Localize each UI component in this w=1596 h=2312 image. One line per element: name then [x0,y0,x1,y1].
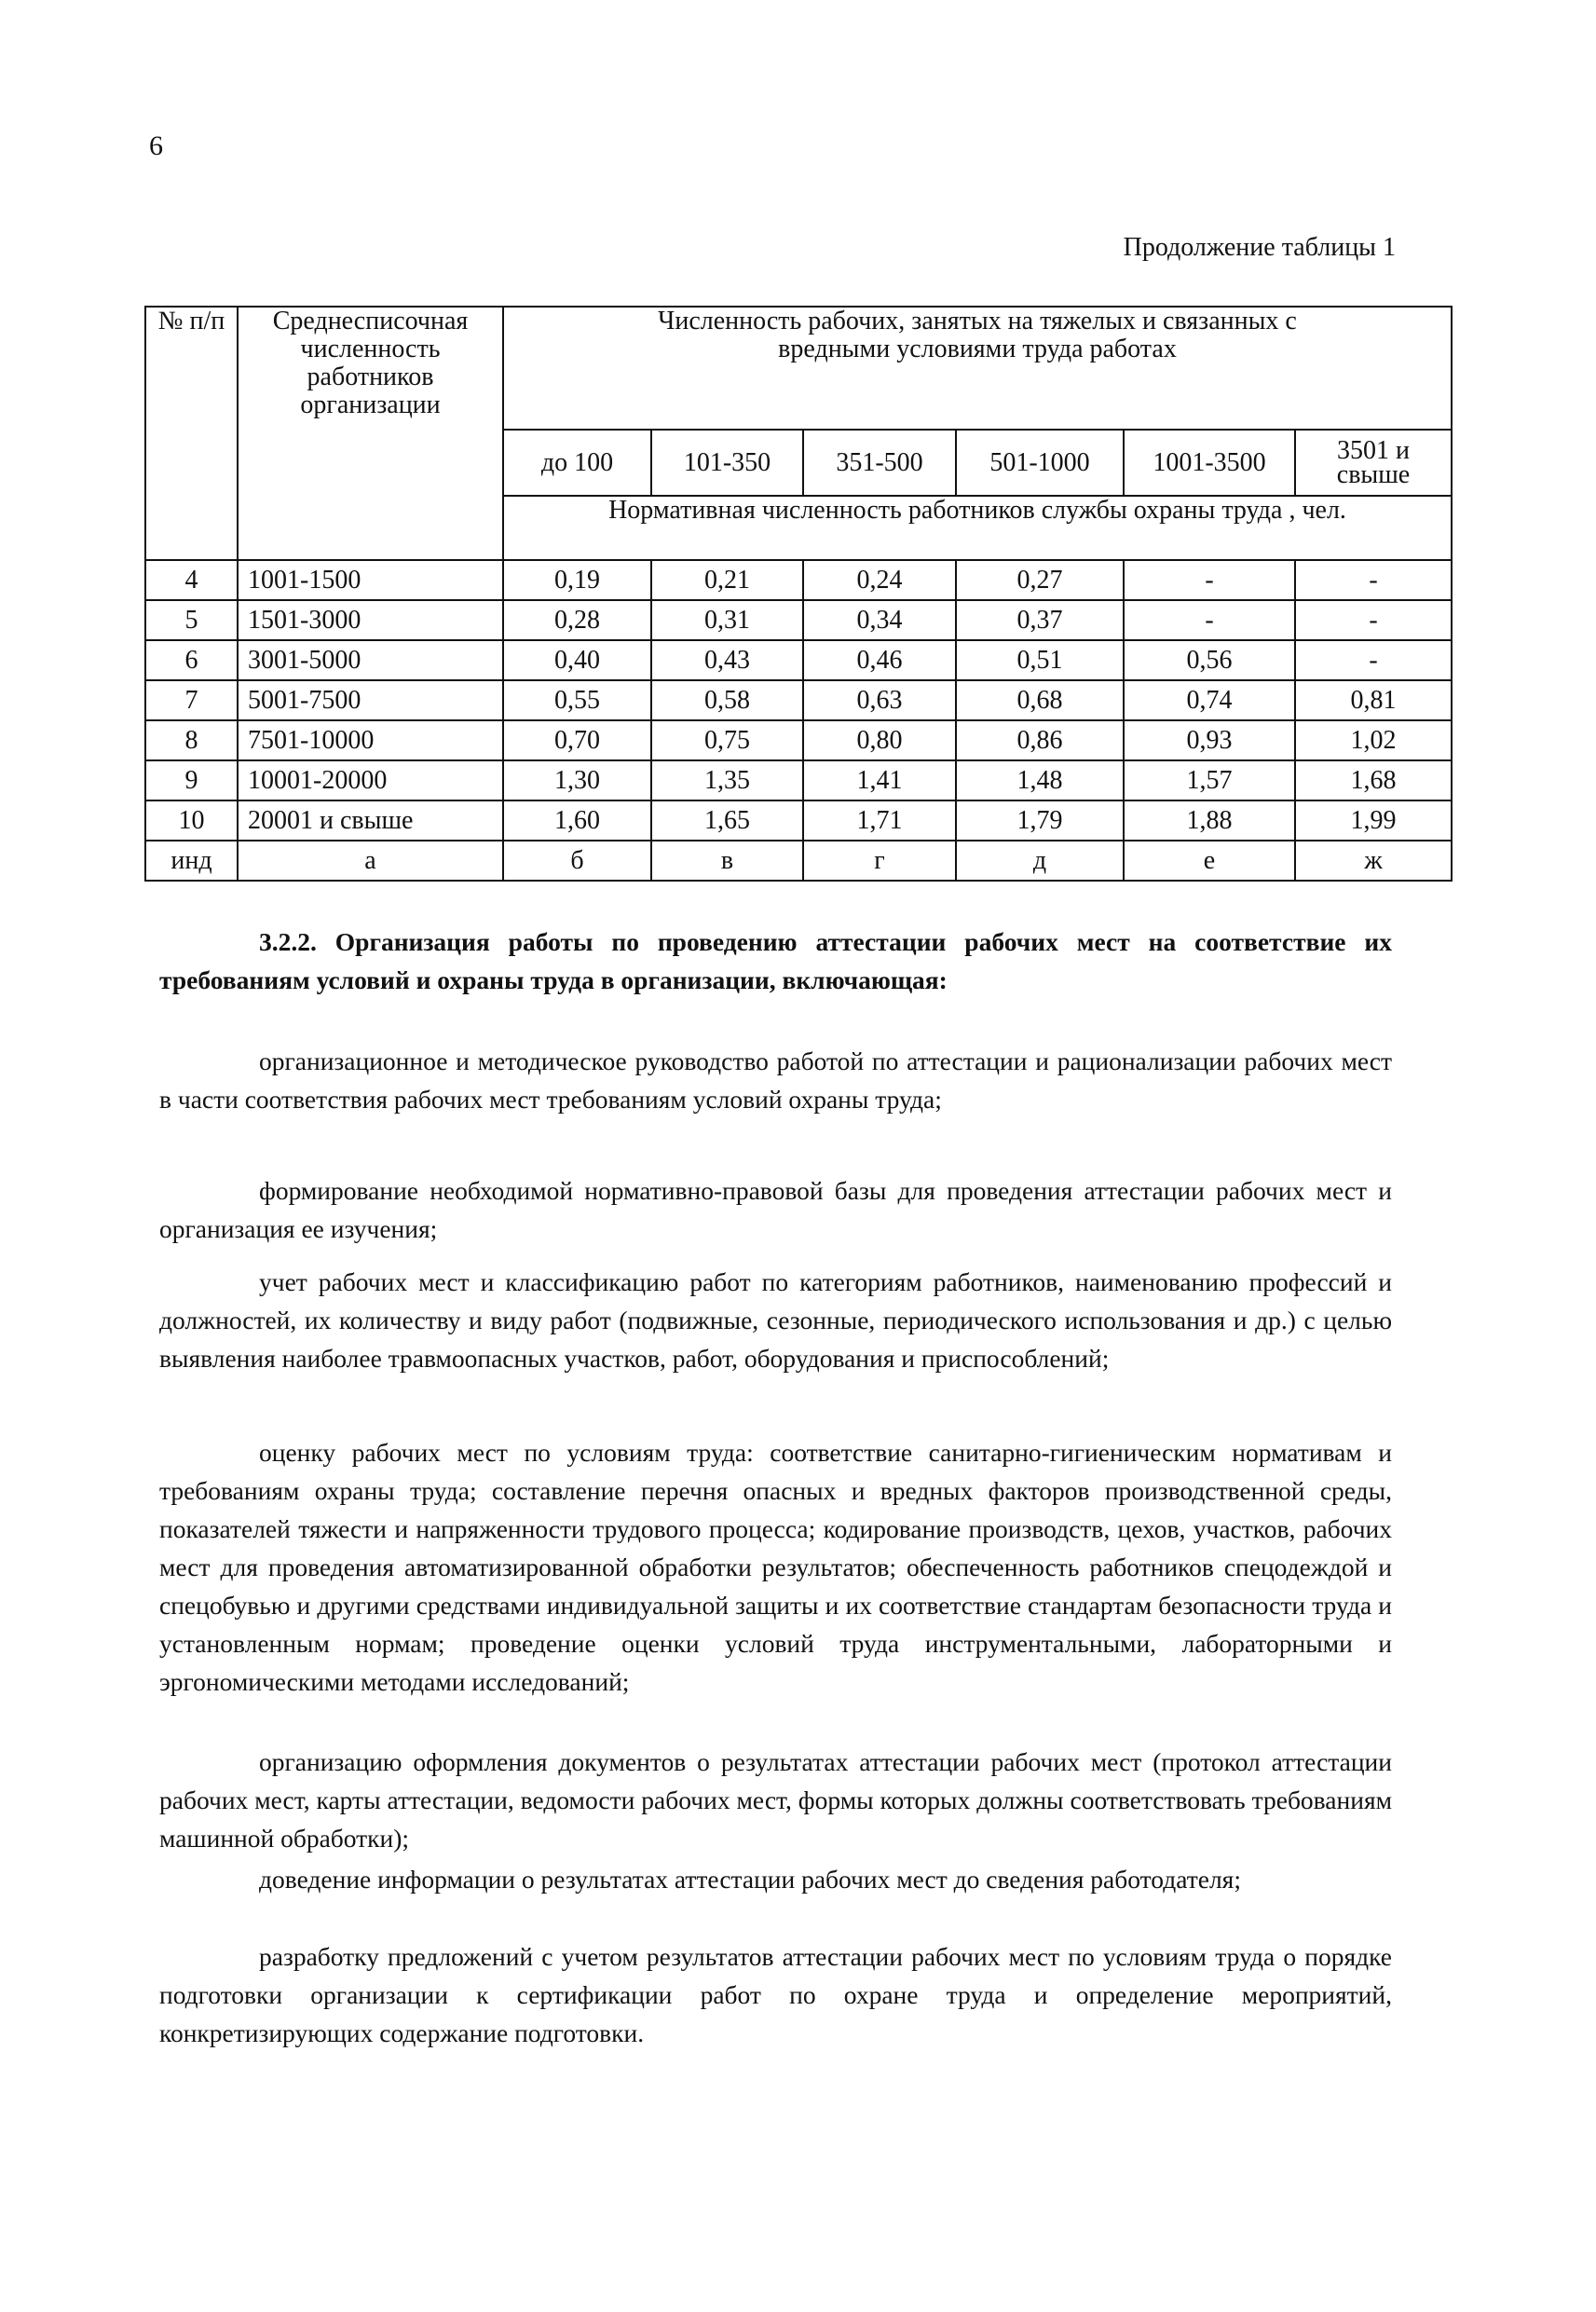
header-number: № п/п [145,307,238,560]
table-continuation-label: Продолжение таблицы 1 [1123,233,1396,262]
row-range: 5001-7500 [238,680,503,720]
row-number: 9 [145,760,238,800]
row-range: 20001 и свыше [238,800,503,841]
cell-value: 0,86 [956,720,1124,760]
index-cell: е [1124,841,1295,881]
index-cell: д [956,841,1124,881]
paragraph: организационное и методическое руководство работой по аттестации и рационализации рабочих мест в части соответствия рабочих мест требованиям условий охраны труда; [159,1047,1392,1114]
cell-value: 0,55 [503,680,651,720]
row-number: 8 [145,720,238,760]
cell-value: 1,79 [956,800,1124,841]
cell-value: 1,57 [1124,760,1295,800]
column-header: 501-1000 [956,430,1124,496]
table-row [145,720,1452,760]
cell-value: 0,56 [1124,640,1295,680]
paragraph: доведение информации о результатах аттестации рабочих мест до сведения работодателя; [259,1865,1241,1894]
cell-value: 1,71 [803,800,956,841]
page-number: 6 [149,130,163,161]
cell-value: 0,21 [651,560,803,600]
cell-value: 1,35 [651,760,803,800]
cell-value: 0,28 [503,600,651,640]
cell-value: 1,02 [1295,720,1452,760]
column-header: 101-350 [651,430,803,496]
header-workers-group: Численность рабочих, занятых на тяжелых и связанных с вредными условиями труда работах [503,307,1452,430]
cell-value: - [1124,560,1295,600]
cell-value: - [1295,600,1452,640]
cell-value: - [1124,600,1295,640]
cell-value: 0,43 [651,640,803,680]
table-row [145,600,1452,640]
row-range: 1001-1500 [238,560,503,600]
cell-value: 0,74 [1124,680,1295,720]
index-cell: а [238,841,503,881]
header-average-headcount: Среднесписочная численность работников организации [238,307,503,560]
cell-value: 0,37 [956,600,1124,640]
row-number: 6 [145,640,238,680]
cell-value: 1,48 [956,760,1124,800]
column-header: 1001-3500 [1124,430,1295,496]
row-range: 10001-20000 [238,760,503,800]
row-range: 3001-5000 [238,640,503,680]
cell-value: - [1295,560,1452,600]
row-number: 4 [145,560,238,600]
row-range: 7501-10000 [238,720,503,760]
cell-value: 0,27 [956,560,1124,600]
paragraph: оценку рабочих мест по условиям труда: соответствие санитарно-гигиеническим нормативам и требованиям охраны труда; составление перечня опасных и вредных факторов производственной среды, показателей тяжести и напряженности трудового процесса; кодирование производств, цехов, участков, рабочих мест для проведения автоматизированной обработки результатов; обеспеченность работников спецодеждой и спецобувью и другими средствами индивидуальной защиты и их соответствие стандартам безопасности труда и установленным нормам; проведение оценки условий труда инструментальными, лабораторными и эргономическими методами исследований; [159,1438,1392,1696]
paragraph: разработку предложений с учетом результатов аттестации рабочих мест по условиям труда о порядке подготовки организации к сертификации работ по охране труда и определение мероприятий, конкретизирующих содержание подготовки. [159,1942,1392,2047]
cell-value: 1,99 [1295,800,1452,841]
cell-value: 0,75 [651,720,803,760]
table-row [145,760,1452,800]
index-cell: г [803,841,956,881]
cell-value: - [1295,640,1452,680]
column-header: 3501 и свыше [1295,430,1452,496]
cell-value: 1,41 [803,760,956,800]
cell-value: 0,93 [1124,720,1295,760]
index-cell: инд [145,841,238,881]
cell-value: 0,46 [803,640,956,680]
table-row [145,800,1452,841]
cell-value: 0,70 [503,720,651,760]
index-cell: в [651,841,803,881]
cell-value: 0,31 [651,600,803,640]
cell-value: 0,81 [1295,680,1452,720]
cell-value: 1,30 [503,760,651,800]
column-header: 351-500 [803,430,956,496]
cell-value: 1,68 [1295,760,1452,800]
cell-value: 0,63 [803,680,956,720]
cell-value: 1,65 [651,800,803,841]
paragraph: организацию оформления документов о результатах аттестации рабочих мест (протокол аттестации рабочих мест, карты аттестации, ведомости рабочих мест, формы которых должны соответствовать требованиям машинной обработки); [159,1747,1392,1853]
cell-value: 1,60 [503,800,651,841]
row-number: 5 [145,600,238,640]
staffing-norms-table [144,306,1453,882]
cell-value: 0,19 [503,560,651,600]
column-header: до 100 [503,430,651,496]
index-cell: б [503,841,651,881]
table-row [145,560,1452,600]
paragraph: учет рабочих мест и классификацию работ по категориям работников, наименованию профессий и должностей, их количеству и виду работ (подвижные, сезонные, периодического использования и др.) с целью выявления наиболее травмоопасных участков, работ, оборудования и приспособлений; [159,1267,1392,1373]
cell-value: 0,51 [956,640,1124,680]
cell-value: 0,34 [803,600,956,640]
index-row [145,841,1452,881]
cell-value: 0,40 [503,640,651,680]
cell-value: 0,24 [803,560,956,600]
row-range: 1501-3000 [238,600,503,640]
table-row [145,680,1452,720]
row-number: 7 [145,680,238,720]
header-norm: Нормативная численность работников службы охраны труда , чел. [503,496,1452,560]
paragraph: формирование необходимой нормативно-правовой базы для проведения аттестации рабочих мест и организация ее изучения; [159,1176,1392,1243]
cell-value: 0,58 [651,680,803,720]
section-heading: 3.2.2. Организация работы по проведению аттестации рабочих мест на соответствие их требованиям условий и охраны труда в организации, включающая: [159,927,1392,994]
row-number: 10 [145,800,238,841]
table-row [145,640,1452,680]
cell-value: 1,88 [1124,800,1295,841]
index-cell: ж [1295,841,1452,881]
cell-value: 0,68 [956,680,1124,720]
cell-value: 0,80 [803,720,956,760]
